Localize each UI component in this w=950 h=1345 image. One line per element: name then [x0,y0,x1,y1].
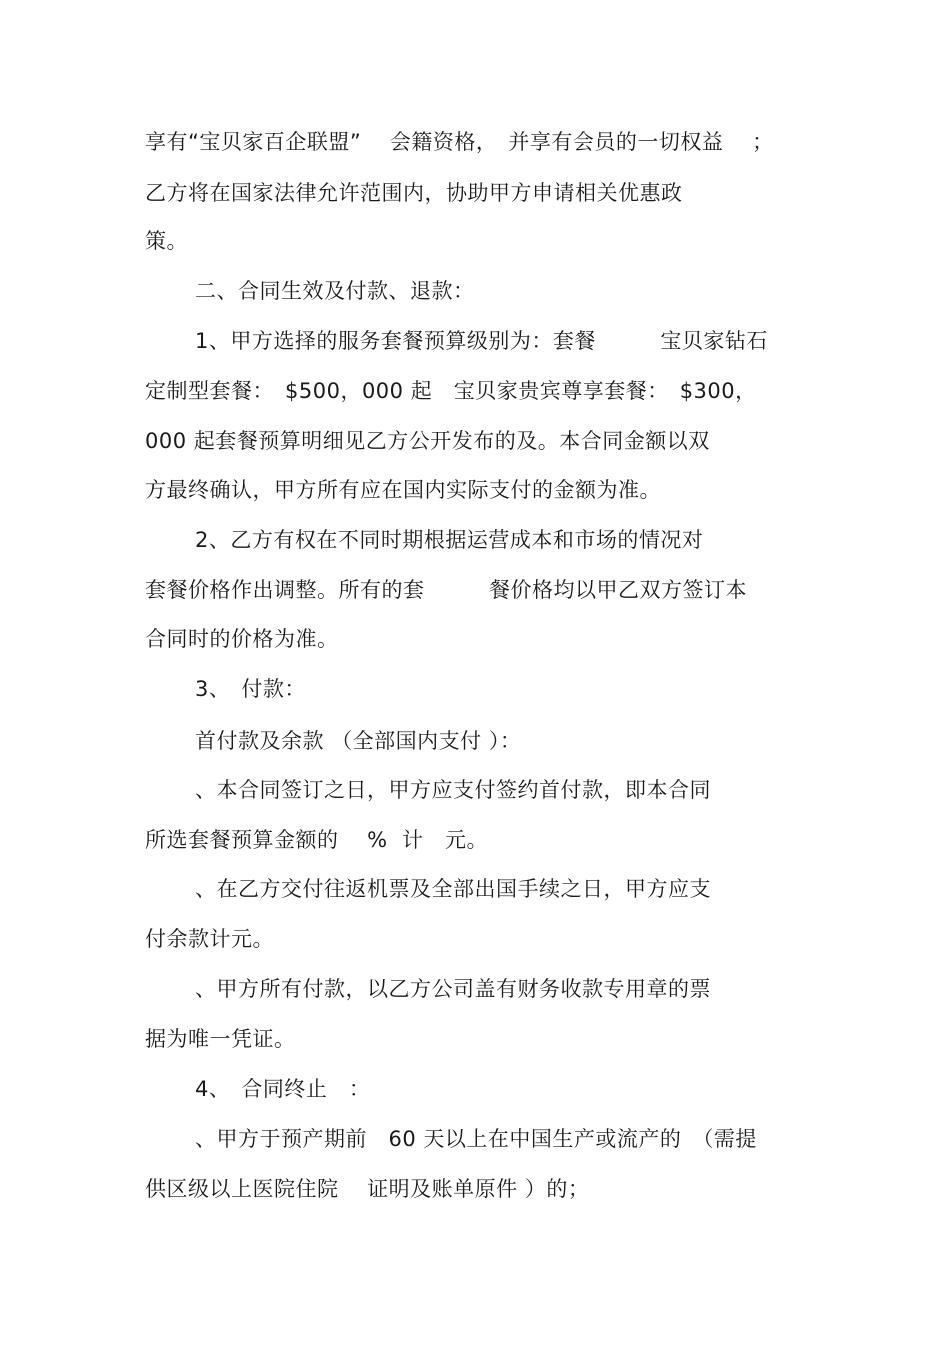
text-line: 策。 [145,229,188,253]
text-line: 定制型套餐： $500，000 起 宝贝家贵宾尊享套餐： $300， [145,379,757,403]
text-line: 合同时的价格为准。 [145,627,339,651]
text-line: 000 起套餐预算明细见乙方公开发布的及。本合同金额以双 [145,429,710,453]
text-line: 、本合同签订之日，甲方应支付签约首付款，即本合同 [195,778,711,802]
text-line: 付余款计元。 [145,927,274,951]
text-line: 方最终确认，甲方所有应在国内实际支付的金额为准。 [145,478,661,502]
text-line: 、在乙方交付往返机票及全部出国手续之日，甲方应支 [195,877,711,901]
text-line: 所选套餐预算金额的 % 计 元。 [145,828,488,852]
text-line: 供区级以上医院住院 证明及账单原件 ）的； [145,1177,590,1201]
subsection-heading: 4、 合同终止 ： [195,1077,371,1101]
section-heading: 二、合同生效及付款、退款： [195,279,475,303]
subsection-heading: 3、 付款： [195,677,306,701]
text-line: 乙方将在国家法律允许范围内，协助甲方申请相关优惠政 [145,181,683,205]
text-line: 套餐价格作出调整。所有的套 餐价格均以甲乙双方签订本 [145,578,747,602]
text-line: 据为唯一凭证。 [145,1027,296,1051]
text-line: 1、甲方选择的服务套餐预算级别为：套餐 宝贝家钻石 [195,329,768,353]
text-line: 2、乙方有权在不同时期根据运营成本和市场的情况对 [195,528,704,552]
text-line: 、甲方所有付款，以乙方公司盖有财务收款专用章的票 [195,977,711,1001]
text-line: 首付款及余款 （全部国内支付 ）： [195,729,522,753]
text-line: 、甲方于预产期前 60 天以上在中国生产或流产的 （需提 [195,1127,757,1151]
text-line: 享有“宝贝家百企联盟” 会籍资格， 并享有会员的一切权益 ； [145,130,774,154]
